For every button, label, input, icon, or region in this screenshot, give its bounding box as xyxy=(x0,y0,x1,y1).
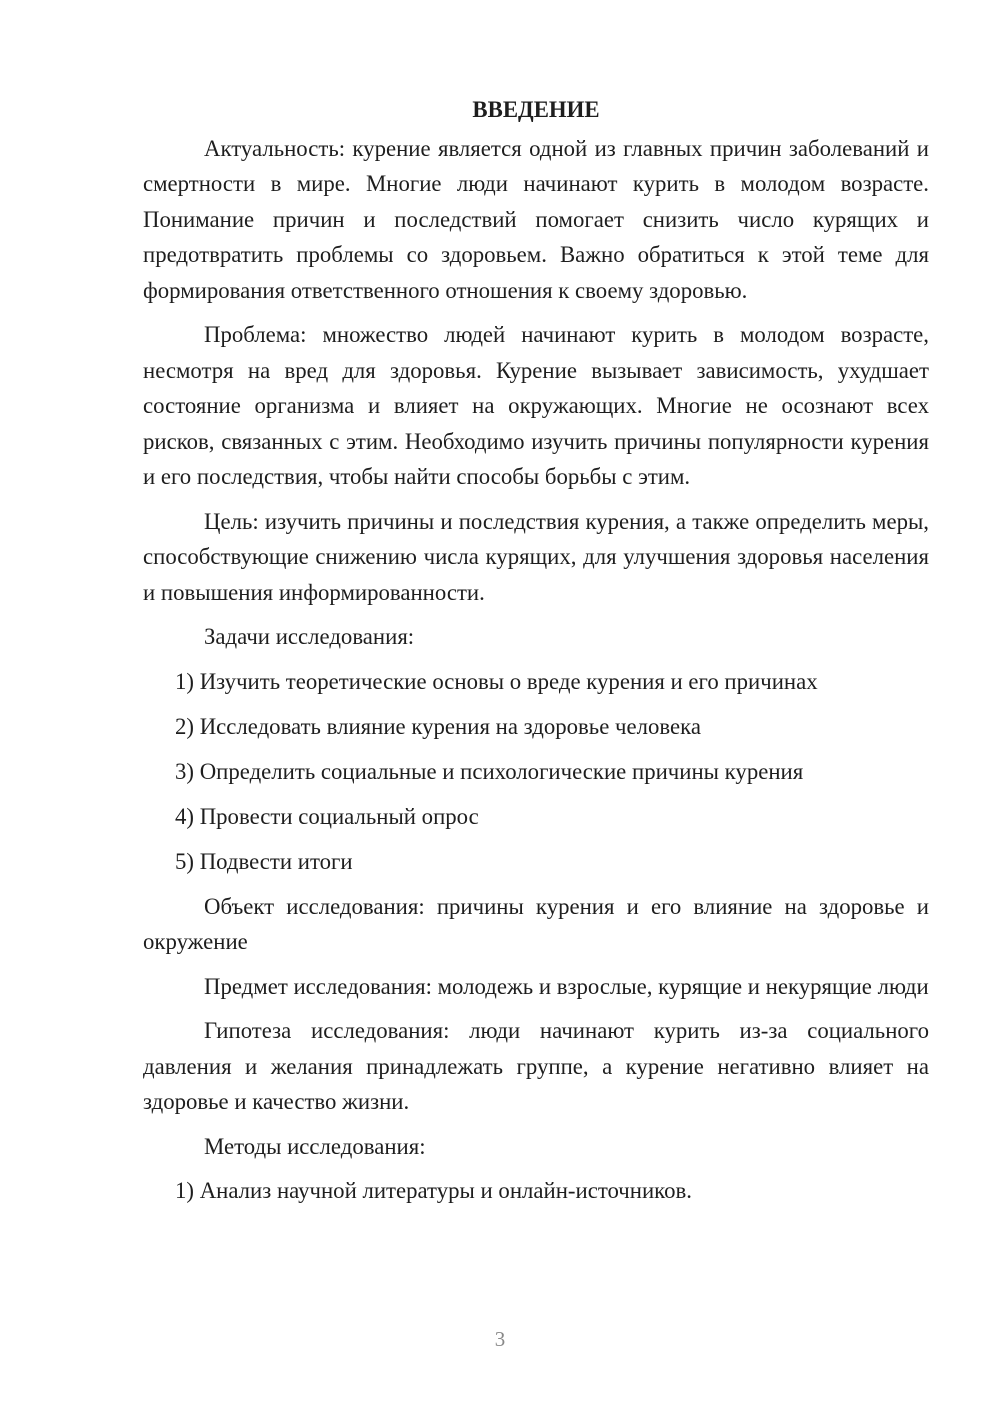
task-item: 1) Изучить теоретические основы о вреде курения и его причинах xyxy=(175,668,818,694)
task-item: 3) Определить социальные и психологические причины курения xyxy=(175,758,804,784)
subject-paragraph: Предмет исследования: молодежь и взрослые, курящие и некурящие люди xyxy=(204,973,929,999)
tasks-list xyxy=(143,664,929,880)
method-item: 1) Анализ научной литературы и онлайн-источников. xyxy=(175,1178,692,1203)
tasks-heading: Задачи исследования: xyxy=(204,624,415,649)
relevance-paragraph: Актуальность: курение является одной из главных причин заболеваний и смертности в мире. Многие люди начинают курить в молодом возрасте. Понимание причин и последствий помогает снизить число курящих и предотвратить проблемы со здоровьем. Важно обратиться к этой теме для формирования ответственного отношения к своему здоровью. xyxy=(143,135,929,303)
section-title: ВВЕДЕНИЕ xyxy=(472,97,600,122)
hypothesis-paragraph: Гипотеза исследования: люди начинают курить из-за социального давления и желания принадлежать группе, а курение негативно влияет на здоровье и качество жизни. xyxy=(143,1018,929,1114)
methods-list xyxy=(143,1173,929,1209)
problem-paragraph: Проблема: множество людей начинают курить в молодом возрасте, несмотря на вред для здоровья. Курение вызывает зависимость, ухудшает состояние организма и влияет на окружающих. Многие не осознают всех рисков, связанных с этим. Необходимо изучить причины популярности курения и его последствия, чтобы найти способы борьбы с этим. xyxy=(143,322,929,489)
goal-paragraph: Цель: изучить причины и последствия курения, а также определить меры, способствующие снижению числа курящих, для улучшения здоровья населения и повышения информированности. xyxy=(143,508,929,605)
task-item: 4) Провести социальный опрос xyxy=(175,803,479,829)
document-body xyxy=(143,92,929,1218)
object-paragraph: Объект исследования: причины курения и его влияние на здоровье и окружение xyxy=(143,893,929,954)
task-item: 2) Исследовать влияние курения на здоровье человека xyxy=(175,713,701,739)
page-number: 3 xyxy=(494,1327,506,1351)
task-item: 5) Подвести итоги xyxy=(175,848,353,874)
methods-heading: Методы исследования: xyxy=(204,1133,426,1159)
